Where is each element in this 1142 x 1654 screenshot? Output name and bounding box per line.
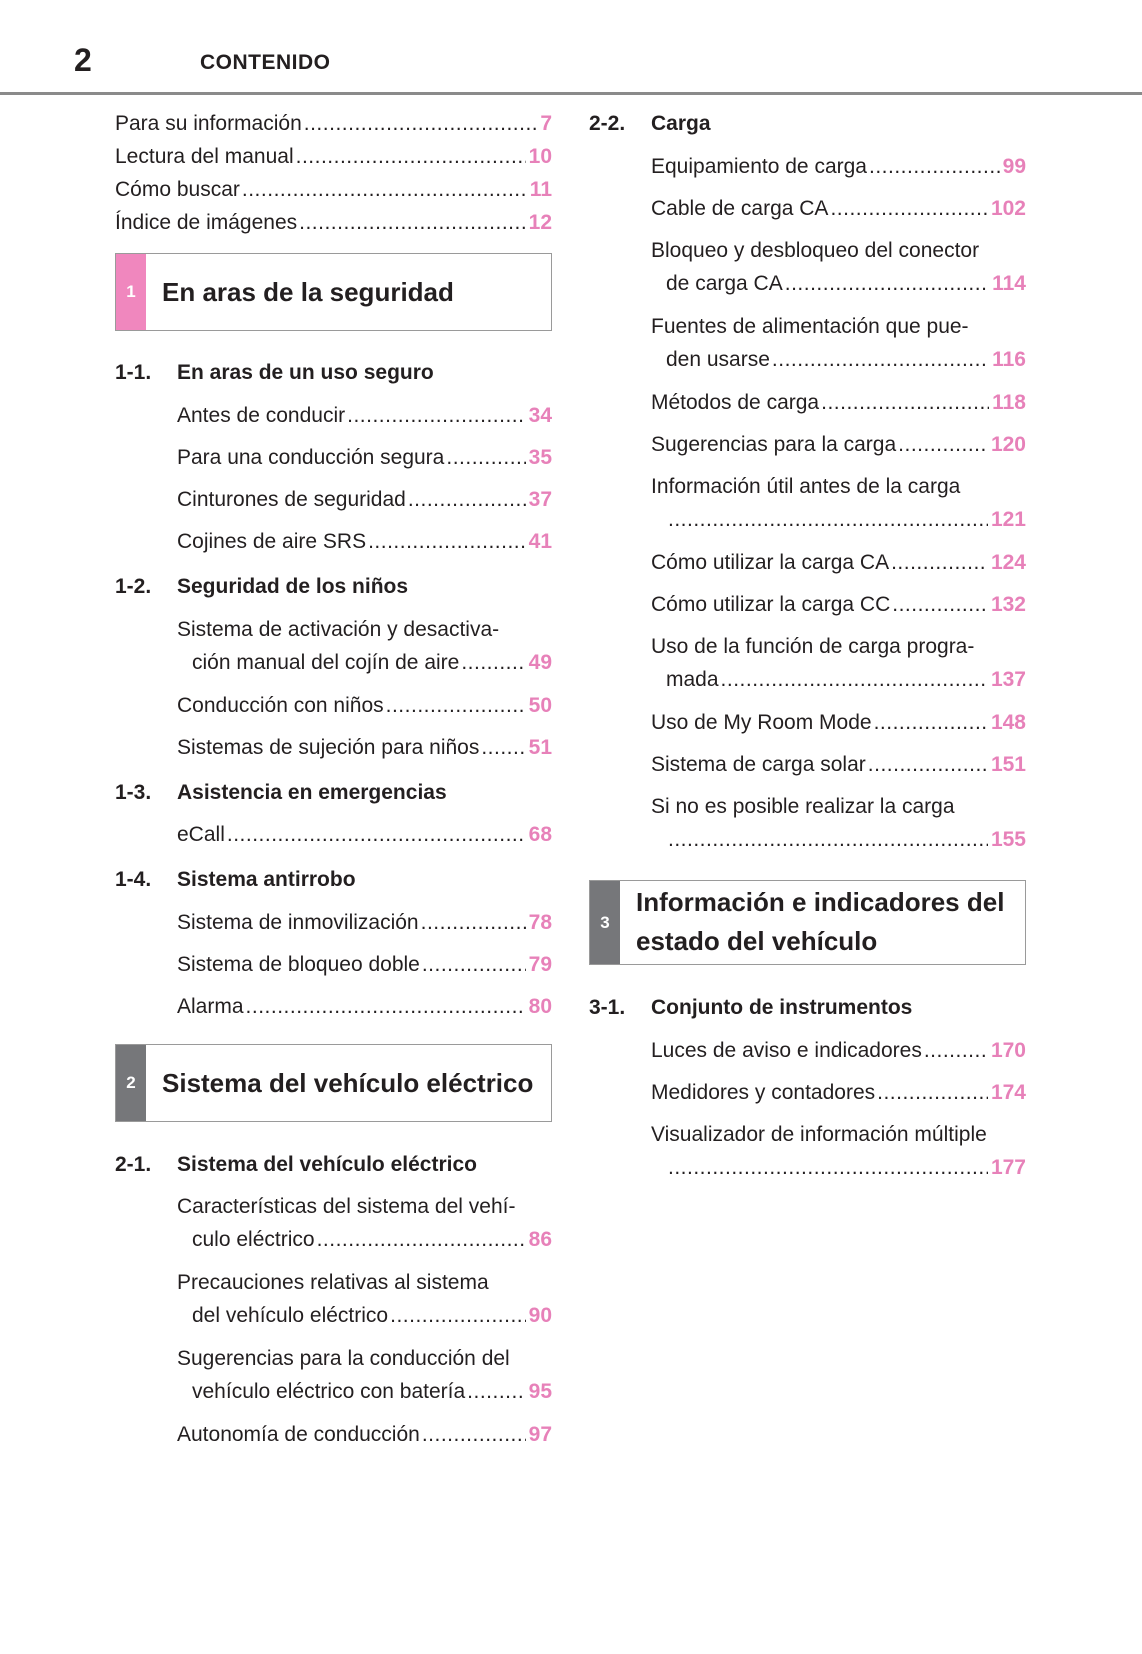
toc-entry[interactable]: Sistema de inmovilización ..... 78 [177,906,552,939]
toc-entry[interactable]: Equipamiento de carga ..... 99 [651,150,1026,183]
toc-entry[interactable]: Sistema de bloqueo doble ..... 79 [177,948,552,981]
toc-entry[interactable] [115,206,552,239]
section-heading-1-2[interactable]: 1-2. Seguridad de los niños [115,575,409,598]
toc-entry[interactable]: Sugerencias para la conducción del vehículo eléctrico con batería ..... 95 [177,1342,552,1408]
toc-entry[interactable]: Sistema de activación y desactiva- ción manual del cojín de aire ..... 49 [177,613,552,679]
toc-entry[interactable]: Información útil antes de la carga ..... 121 [651,470,1026,536]
entry-page: 11 [529,178,552,201]
entry-page: 12 [528,211,552,234]
toc-entry[interactable]: Uso de My Room Mode ..... 148 [651,706,1026,739]
chapter-3-title-line1: Información e indicadores del [636,887,1005,917]
chapter-2-heading[interactable] [115,1044,552,1122]
toc-entry[interactable]: Métodos de carga ..... 118 [651,386,1026,419]
toc-entry[interactable] [115,173,552,206]
chapter-3-heading[interactable] [589,880,1026,965]
page-number: 2 [74,42,92,78]
toc-entry[interactable]: Sistema de carga solar ..... 151 [651,748,1026,781]
entry-title: Lectura del manual [115,145,294,168]
chapter-2-tab: 2 [116,1045,146,1121]
toc-entry[interactable]: Alarma ..... 80 [177,990,552,1023]
toc-entry[interactable]: Uso de la función de carga progra- mada ..... 137 [651,630,1026,696]
toc-entry[interactable] [115,140,552,173]
toc-entry[interactable]: Visualizador de información múltiple ..... 177 [651,1118,1026,1184]
entry-page: 10 [528,145,552,168]
chapter-1-title: En aras de la seguridad [162,277,454,307]
toc-entry[interactable]: Autonomía de conducción ..... 97 [177,1418,552,1451]
toc-entry[interactable]: Cómo utilizar la carga CA ..... 124 [651,546,1026,579]
toc-entry[interactable]: Medidores y contadores ..... 174 [651,1076,1026,1109]
toc-entry[interactable]: Cómo utilizar la carga CC ..... 132 [651,588,1026,621]
page-header [0,0,1142,96]
section-heading-1-4[interactable]: 1-4. Sistema antirrobo [115,868,356,891]
chapter-3-title-line2: estado del vehículo [636,926,878,956]
toc-entry[interactable]: Sistemas de sujeción para niños ..... 51 [177,731,552,764]
toc-entry[interactable]: Cable de carga CA ..... 102 [651,192,1026,225]
toc-entry[interactable]: Para una conducción segura ..... 35 [177,441,552,474]
toc-entry[interactable]: Bloqueo y desbloqueo del conector de carga CA ..... 114 [651,234,1026,300]
toc-entry[interactable]: Conducción con niños ..... 50 [177,689,552,722]
chapter-1-heading[interactable] [115,253,552,331]
section-heading-1-1[interactable]: 1-1. En aras de un uso seguro [115,361,434,384]
running-title: CONTENIDO [200,51,331,74]
chapter-2-title: Sistema del vehículo eléctrico [162,1068,534,1098]
section-heading-2-2[interactable]: 2-2. Carga [589,112,711,135]
section-heading-3-1[interactable]: 3-1. Conjunto de instrumentos [589,996,913,1019]
entry-title: Cómo buscar [115,178,240,201]
toc-entry[interactable]: Sugerencias para la carga ..... 120 [651,428,1026,461]
section-heading-1-3[interactable]: 1-3. Asistencia en emergencias [115,781,447,804]
toc-entry[interactable]: Antes de conducir ..... 34 [177,399,552,432]
section-heading-2-1[interactable]: 2-1. Sistema del vehículo eléctrico [115,1153,477,1176]
toc-entry[interactable]: Precauciones relativas al sistema del vehículo eléctrico ..... 90 [177,1266,552,1332]
entry-page: 7 [540,112,552,135]
toc-entry[interactable]: Características del sistema del vehí- culo eléctrico ..... 86 [177,1190,552,1256]
chapter-3-tab: 3 [590,881,620,964]
toc-entry[interactable]: eCall ..... 68 [177,818,552,851]
entry-title: Índice de imágenes [115,211,298,234]
toc-entry[interactable]: Cinturones de seguridad ..... 37 [177,483,552,516]
toc-entry[interactable]: Luces de aviso e indicadores ..... 170 [651,1034,1026,1067]
toc-entry[interactable] [115,107,552,140]
toc-entry[interactable]: Fuentes de alimentación que pue- den usarse ..... 116 [651,310,1026,376]
header-rule [0,92,1142,95]
entry-title: Para su información [115,112,302,135]
chapter-1-tab: 1 [116,254,146,330]
toc-entry[interactable]: Si no es posible realizar la carga ..... 155 [651,790,1026,856]
toc-entry[interactable]: Cojines de aire SRS ..... 41 [177,525,552,558]
